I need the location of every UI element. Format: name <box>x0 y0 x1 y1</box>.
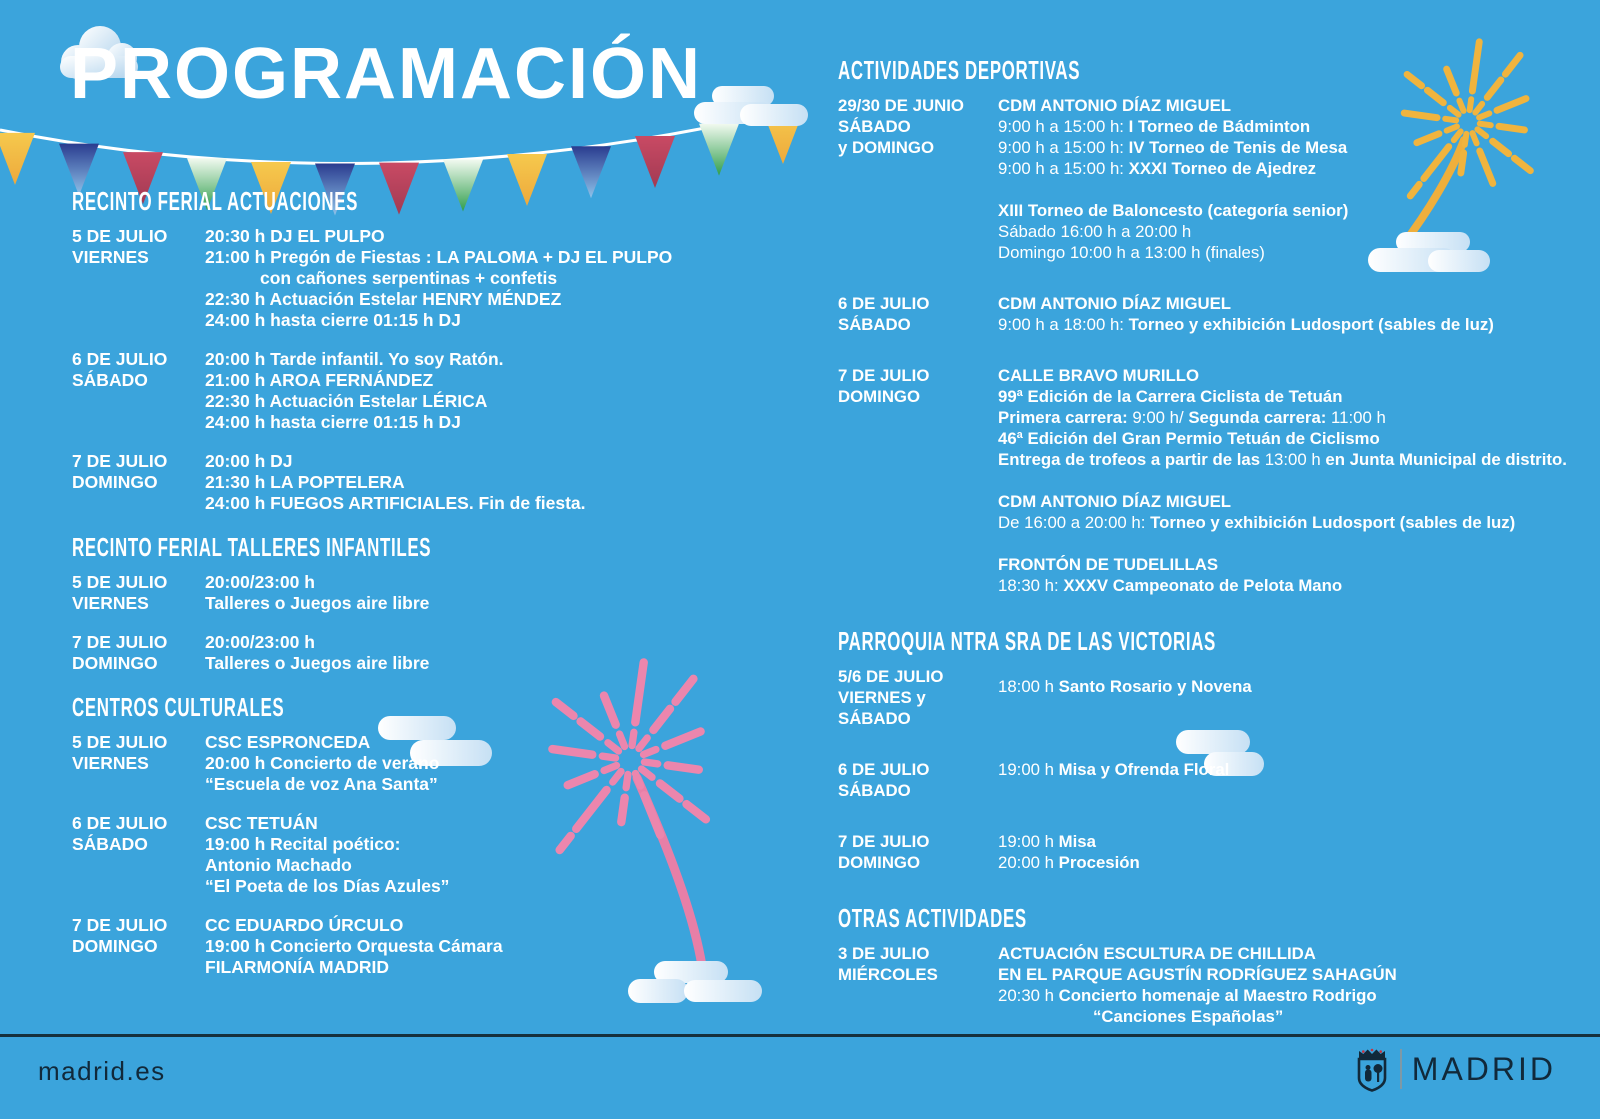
pennant-flag <box>0 133 35 185</box>
event-line <box>205 412 772 433</box>
schedule-entry <box>838 831 1600 873</box>
event-text: 20:00/23:00 h <box>205 572 315 592</box>
entry-date <box>72 813 205 897</box>
event-line <box>998 293 1600 314</box>
schedule-entry <box>72 915 772 978</box>
event-text: CC EDUARDO ÚRCULO <box>205 915 404 935</box>
event-line <box>205 391 772 412</box>
event-text: CSC ESPRONCEDA <box>205 732 371 752</box>
date-line: 5 DE JULIO <box>72 226 168 246</box>
event-text: CDM ANTONIO DÍAZ MIGUEL <box>998 96 1232 115</box>
event-text: FRONTÓN DE TUDELILLAS <box>998 555 1219 574</box>
event-text: “El Poeta de los Días Azules” <box>205 876 450 896</box>
event-text: “Canciones Españolas” <box>1093 1007 1284 1026</box>
event-line <box>998 242 1600 263</box>
event-line <box>998 95 1600 116</box>
event-line <box>205 632 772 653</box>
event-line <box>998 314 1600 335</box>
entry-date <box>72 632 205 674</box>
event-text: en Junta Municipal de distrito. <box>1325 450 1567 469</box>
date-line: 7 DE JULIO <box>72 915 168 935</box>
event-text: De 16:00 a 20:00 h: <box>998 513 1151 532</box>
spacer <box>998 470 1600 491</box>
event-text: 19:00 h <box>998 760 1059 779</box>
date-line: VIERNES <box>72 593 149 613</box>
event-text: 18:00 h <box>998 677 1059 696</box>
event-line <box>205 593 772 614</box>
madrid-es-url: madrid.es <box>38 1056 166 1086</box>
event-text: XIII Torneo de Baloncesto (categoría senior) <box>998 201 1349 220</box>
event-text: Torneo y exhibición Ludosport (sables de luz) <box>1128 315 1494 334</box>
footer-divider <box>0 1034 1600 1037</box>
event-text: Talleres o Juegos aire libre <box>205 593 430 613</box>
event-line <box>998 221 1600 242</box>
entry-date <box>838 95 998 263</box>
event-text: Segunda carrera: <box>1188 408 1332 427</box>
date-line: 5/6 DE JULIO <box>838 667 944 686</box>
event-text: 20:30 h <box>998 986 1059 1005</box>
event-text: 20:00 h Tarde infantil. Yo soy Ratón. <box>205 349 504 369</box>
schedule-entry <box>72 349 772 433</box>
section-centros-culturales <box>72 692 772 978</box>
event-text: 21:00 h Pregón de Fiestas : LA PALOMA + DJ EL PULPO <box>205 247 673 267</box>
entry-events <box>998 666 1600 729</box>
entry-date <box>72 226 205 331</box>
event-text: 9:00 h a 15:00 h: <box>998 159 1129 178</box>
event-text: 22:30 h Actuación Estelar LÉRICA <box>205 391 488 411</box>
event-text: 24:00 h hasta cierre 01:15 h DJ <box>205 412 461 432</box>
pennant-flag <box>635 136 675 188</box>
event-text: Torneo y exhibición Ludosport (sables de luz) <box>1150 513 1516 532</box>
madrid-crest-icon <box>1354 1046 1390 1092</box>
event-text: 24:00 h FUEGOS ARTIFICIALES. Fin de fiesta. <box>205 493 586 513</box>
event-line <box>998 852 1600 873</box>
event-line <box>205 732 772 753</box>
event-line <box>205 289 772 310</box>
event-text: 20:00/23:00 h <box>205 632 315 652</box>
event-text: Sábado 16:00 h a 20:00 h <box>998 222 1192 241</box>
section-parroquia-ntra-sra-de-las-victorias <box>838 626 1600 873</box>
section-title: RECINTO FERIAL ACTUACIONES <box>72 186 359 216</box>
section-recinto-ferial-actuaciones <box>72 186 772 514</box>
event-line <box>998 449 1600 470</box>
madrid-logo <box>1354 1044 1556 1094</box>
event-text: CALLE BRAVO MURILLO <box>998 366 1200 385</box>
event-text: EN EL PARQUE AGUSTÍN RODRÍGUEZ SAHAGÚN <box>998 965 1397 984</box>
event-line <box>998 943 1600 964</box>
event-text: 21:30 h LA POPTELERA <box>205 472 405 492</box>
event-line <box>998 759 1600 780</box>
date-line: DOMINGO <box>72 653 158 673</box>
schedule-entry <box>838 759 1600 801</box>
event-text: 13:00 h <box>1264 450 1326 469</box>
event-line <box>205 855 772 876</box>
event-text: I Torneo de Bádminton <box>1128 117 1311 136</box>
event-text: Misa <box>1058 832 1096 851</box>
entry-events <box>205 451 772 514</box>
event-text: Antonio Machado <box>205 855 352 875</box>
entry-events <box>998 293 1600 335</box>
event-line <box>205 310 772 331</box>
event-text: 11:00 h <box>1331 408 1386 427</box>
event-text: FILARMONÍA MADRID <box>205 957 390 977</box>
event-line <box>998 964 1600 985</box>
date-line: DOMINGO <box>838 387 921 406</box>
date-line: 7 DE JULIO <box>72 451 168 471</box>
schedule-entry <box>72 226 772 331</box>
date-line: y DOMINGO <box>838 138 935 157</box>
poster-title: PROGRAMACIÓN <box>70 34 702 114</box>
event-line <box>205 813 772 834</box>
event-line <box>205 653 772 674</box>
section-title: PARROQUIA NTRA SRA DE LAS VICTORIAS <box>838 626 1216 656</box>
date-line: DOMINGO <box>838 853 921 872</box>
event-text: XXXV Campeonato de Pelota Mano <box>1063 576 1343 595</box>
schedule-entry <box>838 95 1600 263</box>
right-column <box>838 55 1600 1057</box>
event-line <box>205 957 772 978</box>
event-line <box>998 407 1600 428</box>
event-text: 19:00 h Recital poético: <box>205 834 401 854</box>
pennant-flag <box>699 124 739 176</box>
schedule-entry <box>72 632 772 674</box>
entry-events <box>205 226 772 331</box>
event-line <box>205 876 772 897</box>
event-text: Talleres o Juegos aire libre <box>205 653 430 673</box>
event-text: 19:00 h <box>998 832 1059 851</box>
event-text: 9:00 h a 18:00 h: <box>998 315 1129 334</box>
event-text: Domingo 10:00 h a 13:00 h (finales) <box>998 243 1265 262</box>
date-line: SÁBADO <box>72 834 148 854</box>
event-text: CSC TETUÁN <box>205 813 318 833</box>
event-line <box>205 915 772 936</box>
date-line: 7 DE JULIO <box>838 366 930 385</box>
section-recinto-ferial-talleres-infantiles <box>72 532 772 674</box>
event-line <box>205 493 772 514</box>
event-line <box>998 554 1600 575</box>
section-title: RECINTO FERIAL TALLERES INFANTILES <box>72 532 432 562</box>
event-text: 21:00 h AROA FERNÁNDEZ <box>205 370 434 390</box>
entry-events <box>205 572 772 614</box>
date-line: SÁBADO <box>72 370 148 390</box>
schedule-entry <box>72 451 772 514</box>
date-line: 7 DE JULIO <box>838 832 930 851</box>
event-text: 20:00 h Concierto de verano <box>205 753 440 773</box>
event-text: Primera carrera: <box>998 408 1133 427</box>
date-line: 3 DE JULIO <box>838 944 930 963</box>
event-text: IV Torneo de Tenis de Mesa <box>1128 138 1348 157</box>
date-line: SÁBADO <box>838 117 911 136</box>
event-text: 20:30 h DJ EL PULPO <box>205 226 385 246</box>
entry-date <box>838 831 998 873</box>
entry-date <box>72 451 205 514</box>
event-text: Santo Rosario y Novena <box>1058 677 1252 696</box>
entry-date <box>838 293 998 335</box>
date-line: 29/30 DE JUNIO <box>838 96 964 115</box>
spacer <box>998 533 1600 554</box>
event-line <box>998 831 1600 852</box>
event-text: XXXI Torneo de Ajedrez <box>1128 159 1317 178</box>
event-text: 9:00 h/ <box>1132 408 1189 427</box>
entry-date <box>72 349 205 433</box>
schedule-entry <box>838 365 1600 596</box>
event-text: 9:00 h a 15:00 h: <box>998 117 1129 136</box>
event-text: 9:00 h a 15:00 h: <box>998 138 1129 157</box>
section-title: ACTIVIDADES DEPORTIVAS <box>838 55 1081 85</box>
event-line <box>998 386 1600 407</box>
date-line: DOMINGO <box>72 472 158 492</box>
date-line: 5 DE JULIO <box>72 572 168 592</box>
entry-date <box>72 915 205 978</box>
event-line <box>998 512 1600 533</box>
entry-events <box>205 813 772 897</box>
event-line <box>205 753 772 774</box>
madrid-wordmark: MADRID <box>1411 1050 1556 1087</box>
event-line <box>205 572 772 593</box>
entry-events <box>998 759 1600 801</box>
event-line <box>998 365 1600 386</box>
spacer <box>998 179 1600 200</box>
event-line <box>998 428 1600 449</box>
event-line <box>205 472 772 493</box>
date-line: DOMINGO <box>72 936 158 956</box>
event-text: CDM ANTONIO DÍAZ MIGUEL <box>998 294 1232 313</box>
entry-events <box>998 95 1600 263</box>
entry-events <box>998 831 1600 873</box>
event-text: Misa y Ofrenda Floral <box>1058 760 1230 779</box>
event-text: ACTUACIÓN ESCULTURA DE CHILLIDA <box>998 944 1316 963</box>
date-line: 6 DE JULIO <box>72 349 168 369</box>
event-line <box>998 491 1600 512</box>
entry-date <box>838 943 998 1027</box>
event-line <box>998 200 1600 221</box>
schedule-entry <box>72 813 772 897</box>
entry-date <box>72 572 205 614</box>
event-text: Procesión <box>1058 853 1140 872</box>
schedule-entry <box>72 572 772 614</box>
date-line: 6 DE JULIO <box>838 294 930 313</box>
date-line: MIÉRCOLES <box>838 965 938 984</box>
entry-events <box>998 943 1600 1027</box>
event-text: 20:00 h DJ <box>205 451 293 471</box>
schedule-entry <box>838 293 1600 335</box>
event-text: 19:00 h Concierto Orquesta Cámara <box>205 936 503 956</box>
schedule-entry <box>72 732 772 795</box>
entry-events <box>205 349 772 433</box>
event-line <box>998 158 1600 179</box>
event-text: 22:30 h Actuación Estelar HENRY MÉNDEZ <box>205 289 562 309</box>
entry-date <box>838 365 998 596</box>
entry-events <box>205 632 772 674</box>
date-line: 6 DE JULIO <box>838 760 930 779</box>
event-line <box>205 936 772 957</box>
event-line <box>998 985 1600 1006</box>
entry-events <box>205 915 772 978</box>
event-text: 24:00 h hasta cierre 01:15 h DJ <box>205 310 461 330</box>
event-line <box>998 1006 1600 1027</box>
date-line: 5 DE JULIO <box>72 732 168 752</box>
section-actividades-deportivas <box>838 55 1600 596</box>
event-text: 18:30 h: <box>998 576 1064 595</box>
event-text: 20:00 h <box>998 853 1059 872</box>
cloud-icon <box>694 86 808 126</box>
date-line: VIERNES <box>72 753 149 773</box>
event-text: Entrega de trofeos a partir de las <box>998 450 1265 469</box>
event-line <box>998 137 1600 158</box>
event-text: 46ª Edición del Gran Permio Tetuán de Ciclismo <box>998 429 1380 448</box>
entry-date <box>72 732 205 795</box>
entry-date <box>838 759 998 801</box>
date-line: 7 DE JULIO <box>72 632 168 652</box>
event-line <box>205 834 772 855</box>
event-text: con cañones serpentinas + confetis <box>260 268 558 288</box>
entry-events <box>205 732 772 795</box>
event-line <box>205 349 772 370</box>
event-line <box>998 116 1600 137</box>
left-column <box>72 186 772 996</box>
event-line <box>205 451 772 472</box>
event-line <box>998 575 1600 596</box>
date-line: VIERNES y SÁBADO <box>838 688 926 728</box>
date-line: SÁBADO <box>838 315 911 334</box>
event-line <box>205 370 772 391</box>
schedule-entry <box>838 666 1600 729</box>
event-text: 99ª Edición de la Carrera Ciclista de Tetuán <box>998 387 1343 406</box>
event-line <box>205 226 772 247</box>
schedule-entry <box>838 943 1600 1027</box>
entry-date <box>838 666 998 729</box>
event-line <box>998 676 1600 697</box>
entry-events <box>998 365 1600 596</box>
logo-divider <box>1400 1049 1402 1089</box>
section-title: OTRAS ACTIVIDADES <box>838 903 1027 933</box>
event-line <box>205 774 772 795</box>
event-text: CDM ANTONIO DÍAZ MIGUEL <box>998 492 1232 511</box>
section-title: CENTROS CULTURALES <box>72 692 285 722</box>
event-line <box>205 268 772 289</box>
event-text: “Escuela de voz Ana Santa” <box>205 774 438 794</box>
date-line: SÁBADO <box>838 781 911 800</box>
date-line: VIERNES <box>72 247 149 267</box>
event-line <box>205 247 772 268</box>
event-text: Concierto homenaje al Maestro Rodrigo <box>1058 986 1377 1005</box>
section-otras-actividades <box>838 903 1600 1027</box>
date-line: 6 DE JULIO <box>72 813 168 833</box>
